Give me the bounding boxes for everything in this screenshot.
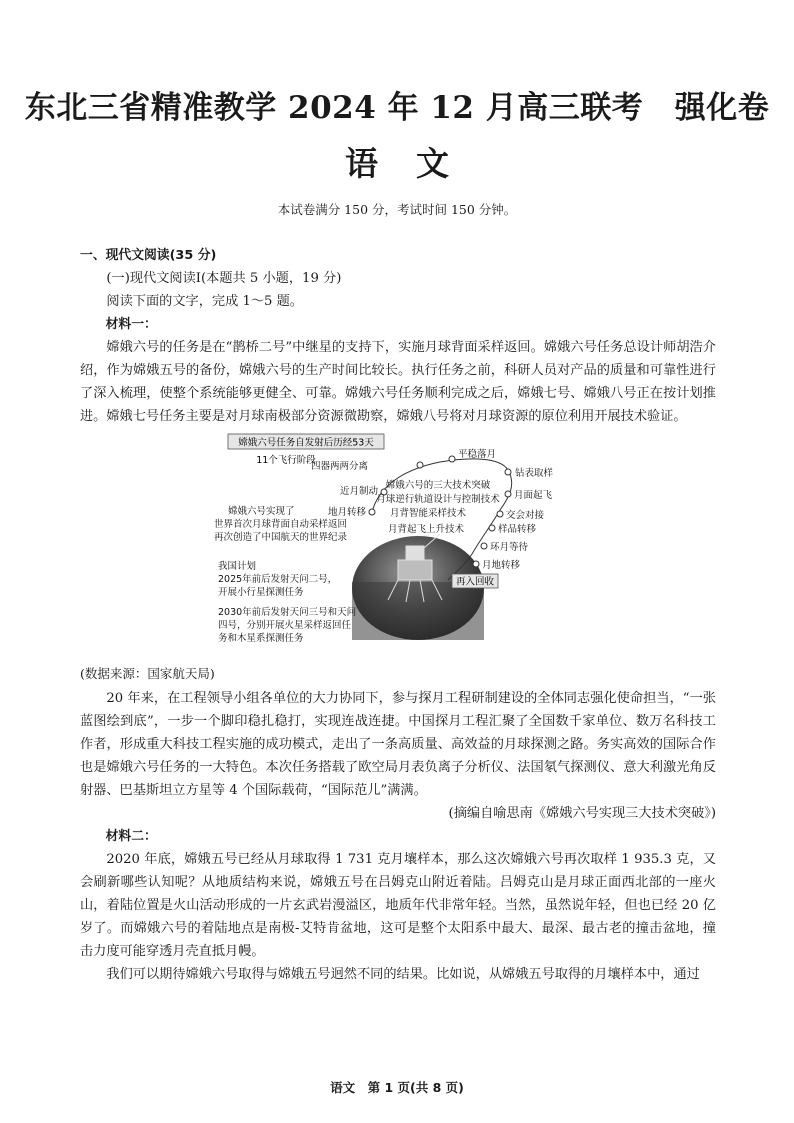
dot-dengdai [481, 543, 487, 549]
subsection-heading: (一)现代文阅读Ⅰ(本题共 5 小题，19 分) [106, 271, 342, 286]
dot-yuedi [473, 561, 479, 567]
breakthrough-item: 月球逆行轨道设计与控制技术 [376, 494, 500, 505]
left-text-3: 四号，分别开展火星采样返回任 [218, 620, 352, 631]
material1-paragraph-2: 20 年来，在工程领导小组各单位的大力协同下，参与探月工程研制建设的全体同志强化使命担当，“一张蓝图绘到底”，一步一个脚印稳扎稳打，实现连战连捷。中国探月工程汇聚了全国数千家单位、数万名科技工作者，形成重大科技工程实施的成功模式，走出了一条高质量、高效益的月球探测之路。务实高效的国际合作也是嫦娥六号任务的一大特色。本次任务搭载了欧空局月表负离子分析仪、法国氡气探测仪、意大利激光角反射器、巴基斯坦立方星等 4 个国际载荷，“国际范儿”满满。 [80, 691, 716, 798]
page-footer: 语文 第 1 页(共 8 页) [330, 1080, 464, 1095]
subject-title: 语文 [345, 144, 487, 183]
stage-label: 四器两两分离 [310, 461, 368, 472]
left-text-1: 嫦娥六号实现了 [228, 506, 295, 517]
top-label: 嫦娥六号任务自发射后历经53天 [238, 437, 374, 449]
dot-dijue [369, 509, 375, 515]
moon-ground [352, 582, 484, 640]
stage-label: 环月等待 [490, 542, 529, 553]
dot-zhuanyi [489, 525, 495, 531]
instruction: 阅读下面的文字，完成 1～5 题。 [106, 294, 303, 309]
material1-label: 材料一： [105, 317, 157, 332]
exam-note: 本试卷满分 150 分，考试时间 150 分钟。 [277, 202, 517, 217]
breakthrough-item: 月背起飞上升技术 [387, 524, 465, 535]
dot-luoyue [449, 456, 455, 462]
content [80, 244, 716, 986]
stage-label: 钻表取样 [515, 468, 554, 479]
sub-label: 11个飞行阶段 [256, 455, 316, 466]
breakthrough-title: 嫦娥六号的三大技术突破 [385, 480, 491, 491]
breakthrough-item: 月背智能采样技术 [389, 508, 467, 519]
dot-fenli [417, 462, 423, 468]
left-text-3: 务和木星系探测任务 [218, 633, 304, 644]
stage-label: 平稳落月 [458, 449, 497, 460]
section-heading: 一、现代文阅读(35 分) [80, 248, 217, 263]
dot-quyang [505, 469, 511, 475]
dot-duijie [497, 511, 503, 517]
material1-citation: (摘编自喻思南《嫦娥六号实现三大技术突破》) [448, 806, 716, 821]
left-text-3: 2030年前后发射天问三号和天问 [218, 607, 357, 618]
left-text-2: 开展小行星探测任务 [218, 587, 304, 598]
stage-label: 月面起飞 [514, 490, 553, 501]
stage-label: 样品转移 [498, 524, 537, 535]
stage-label: 月地转移 [482, 560, 521, 571]
material2-paragraph-1: 2020 年底，嫦娥五号已经从月球取得 1 731 克月壤样本，那么这次嫦娥六号再次取样 1 935.3 克，又会刷新哪些认知呢？从地质结构来说，嫦娥五号在吕姆克山附近着陆。吕姆克山是月球正面西北部的一座火山，着陆位置是火山活动形成的一片玄武岩漫溢区，地质年代非常年轻。当然，虽然说年轻，但也已经 20 亿岁了。而嫦娥六号的着陆地点是南极-艾特肯盆地，这可是整个太阳系中最大、最深、最古老的撞击盆地，撞击力度可能穿透月壳直抵月幔。 [80, 852, 716, 959]
material2-paragraph-2: 我们可以期待嫦娥六号取得与嫦娥五号迥然不同的结果。比如说，从嫦娥五号取得的月壤样本中，通过 [106, 967, 700, 982]
mission-diagram [80, 432, 716, 660]
stage-label: 地月转移 [327, 507, 366, 518]
left-text-2: 我国计划 [218, 561, 257, 572]
material1-paragraph-1: 嫦娥六号的任务是在“鹊桥二号”中继星的支持下，实施月球背面采样返回。嫦娥六号任务总设计师胡浩介绍，作为嫦娥五号的备份，嫦娥六号的生产时间比较长。执行任务之前，科研人员对产品的质量和可靠性进行了深入梳理，使整个系统能够更健全、可靠。嫦娥六号任务顺利完成之后，嫦娥七号、嫦娥八号正在按计划推进。嫦娥七号任务主要是对月球南极部分资源微勘察，嫦娥八号将对月球资源的原位利用开展技术验证。 [80, 340, 716, 424]
left-text-2: 2025年前后发射天问二号， [218, 574, 338, 585]
left-text-1: 世界首次月球背面自动采样返回 [214, 519, 348, 530]
left-text-1: 再次创造了中国航天的世界纪录 [214, 532, 348, 543]
stage-label: 近月制动 [339, 486, 378, 497]
material2-label: 材料二： [105, 829, 157, 844]
stage-label: 再入回收 [455, 576, 495, 588]
stage-label: 交会对接 [506, 510, 545, 521]
mission-figure [80, 432, 716, 660]
exam-title: 东北三省精准教学 2024 年 12 月高三联考 强化卷 [24, 90, 770, 126]
dot-qifei [505, 491, 511, 497]
figure-source: (数据来源：国家航天局) [80, 666, 215, 681]
